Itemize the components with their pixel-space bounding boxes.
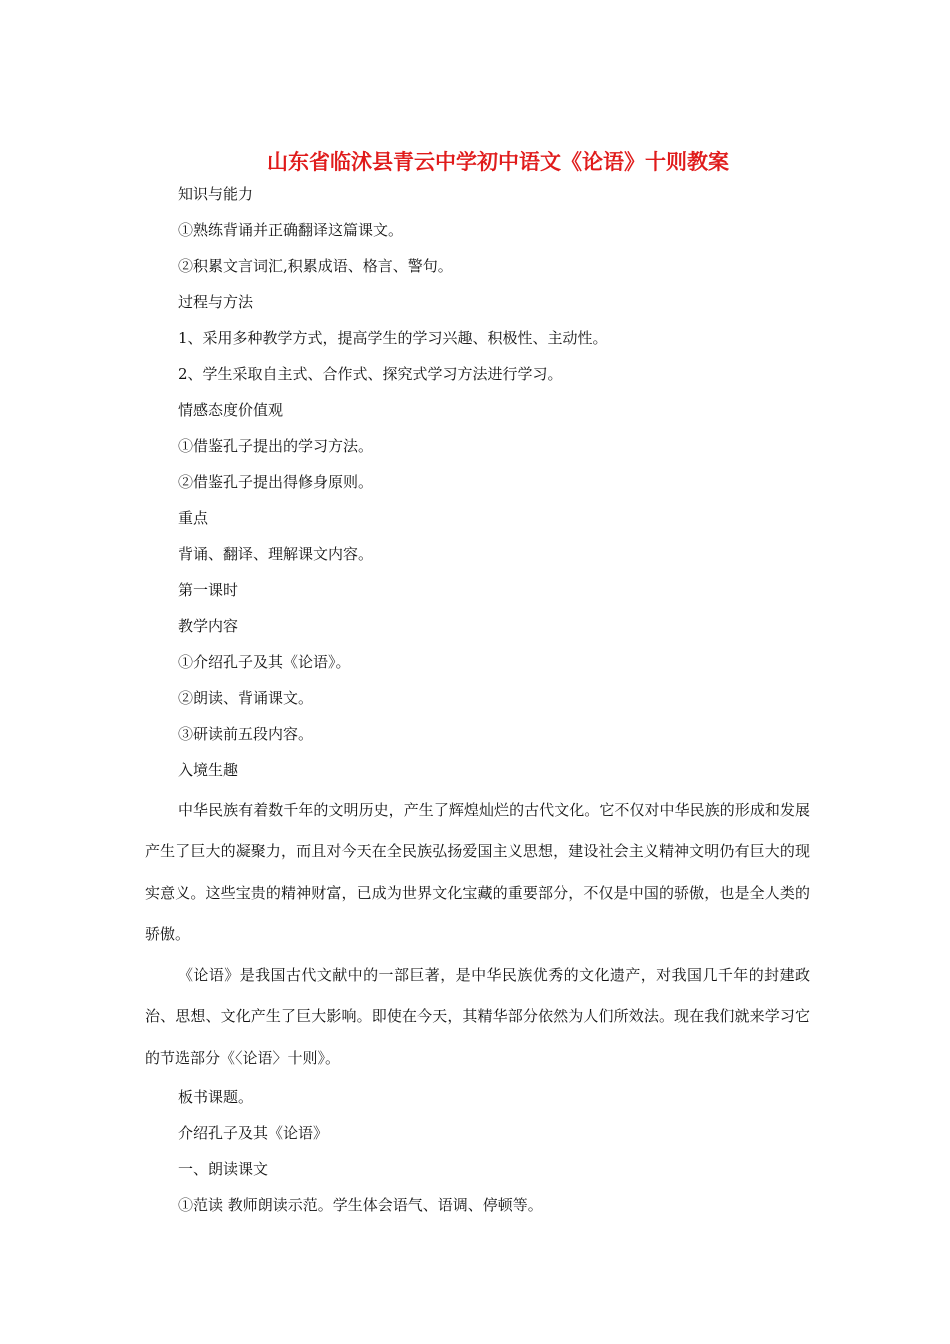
- list-item: ①借鉴孔子提出的学习方法。: [178, 437, 374, 455]
- list-item: ①介绍孔子及其《论语》。: [178, 653, 351, 671]
- text-line: 板书课题。: [178, 1088, 254, 1107]
- document-body: [145, 176, 810, 1223]
- body-paragraph: 《论语》是我国古代文献中的一部巨著，是中华民族优秀的文化遗产，对我国几千年的封建政治、思想、文化产生了巨大影响。即使在今天，其精华部分依然为人们所效法。现在我们就来学习它的节选部分《〈论语〉十则》。: [145, 966, 810, 1067]
- text-line: 介绍孔子及其《论语》: [178, 1124, 329, 1143]
- list-item: ②朗读、背诵课文。: [178, 689, 314, 707]
- list-item: ①范读 教师朗读示范。学生体会语气、语调、停顿等。: [178, 1196, 543, 1215]
- section-heading-values: 情感态度价值观: [178, 401, 284, 419]
- section-heading-reading: 一、朗读课文: [178, 1160, 269, 1179]
- section-heading-lesson-one: 第一课时: [178, 581, 239, 599]
- section-heading-content: 教学内容: [178, 617, 239, 635]
- section-heading-knowledge: 知识与能力: [178, 185, 254, 203]
- text-line: 背诵、翻译、理解课文内容。: [178, 545, 374, 563]
- section-heading-process: 过程与方法: [178, 293, 254, 311]
- body-paragraph: 中华民族有着数千年的文明历史，产生了辉煌灿烂的古代文化。它不仅对中华民族的形成和发展产生了巨大的凝聚力，而且对今天在全民族弘扬爱国主义思想，建设社会主义精神文明仍有巨大的现实意义。这些宝贵的精神财富，已成为世界文化宝藏的重要部分，不仅是中国的骄傲，也是全人类的骄傲。: [145, 801, 810, 943]
- list-item: ②借鉴孔子提出得修身原则。: [178, 473, 374, 491]
- section-heading-key-points: 重点: [178, 509, 209, 527]
- list-item: ②积累文言词汇,积累成语、格言、警句。: [178, 257, 453, 275]
- list-item: 2、学生采取自主式、合作式、探究式学习方法进行学习。: [178, 365, 563, 383]
- section-heading-intro: 入境生趣: [178, 761, 239, 779]
- list-item: 1、采用多种教学方式，提高学生的学习兴趣、积极性、主动性。: [178, 329, 608, 347]
- list-item: ①熟练背诵并正确翻译这篇课文。: [178, 221, 404, 239]
- list-item: ③研读前五段内容。: [178, 725, 314, 743]
- document-title: 山东省临沭县青云中学初中语文《论语》十则教案: [267, 150, 729, 174]
